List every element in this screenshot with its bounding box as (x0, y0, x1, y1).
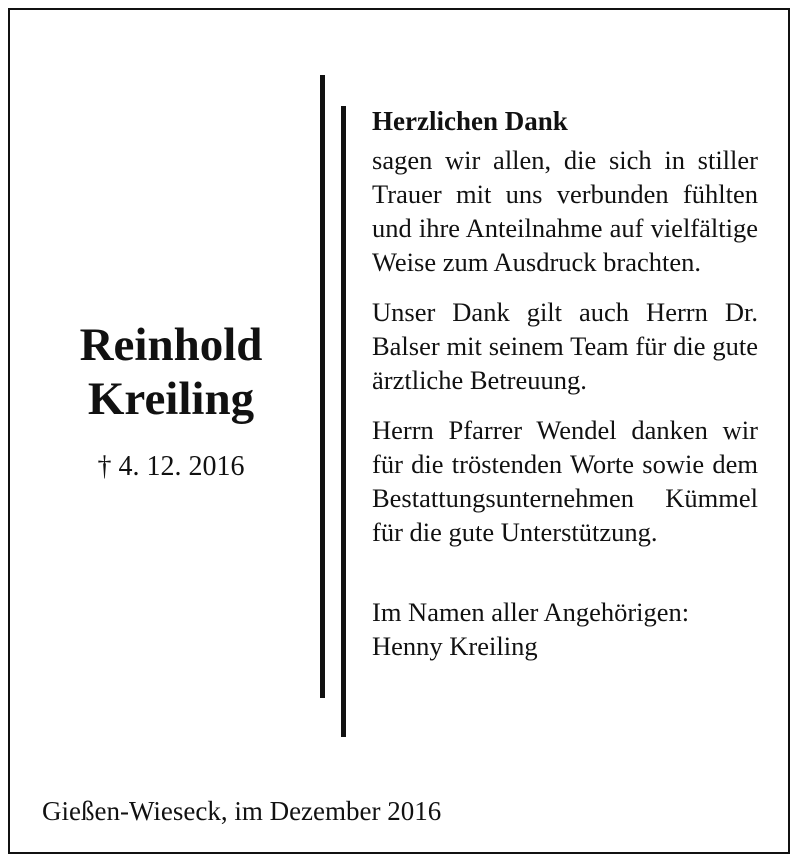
thanks-paragraph-1: sagen wir allen, die sich in stiller Trauer mit uns verbunden fühlten und ihre Anteilnahme auf vielfältige Weise zum Ausdruck brachten. (372, 145, 758, 277)
divider-line-right (341, 106, 346, 737)
deceased-first-name: Reinhold (79, 319, 263, 371)
thanks-paragraph-2: Unser Dank gilt auch Herrn Dr. Balser mit seinem Team für die gute ärztliche Betreuung. (372, 297, 758, 395)
deceased-block (40, 318, 302, 484)
place-and-date: Gießen-Wieseck, im Dezember 2016 (42, 796, 442, 826)
deceased-last-name: Kreiling (87, 373, 255, 425)
closing-line: Im Namen aller Angehörigen: (372, 597, 690, 627)
thanks-paragraph-3: Herrn Pfarrer Wendel danken wir für die tröstenden Worte sowie dem Bestattungsunternehmen Kümmel für die gute Unterstützung. (372, 415, 758, 547)
divider-line-left (320, 75, 325, 698)
thanks-message (372, 104, 758, 663)
signatory: Henny Kreiling (372, 631, 538, 661)
thanks-heading: Herzlichen Dank (372, 106, 568, 136)
death-date: † 4. 12. 2016 (97, 451, 245, 482)
